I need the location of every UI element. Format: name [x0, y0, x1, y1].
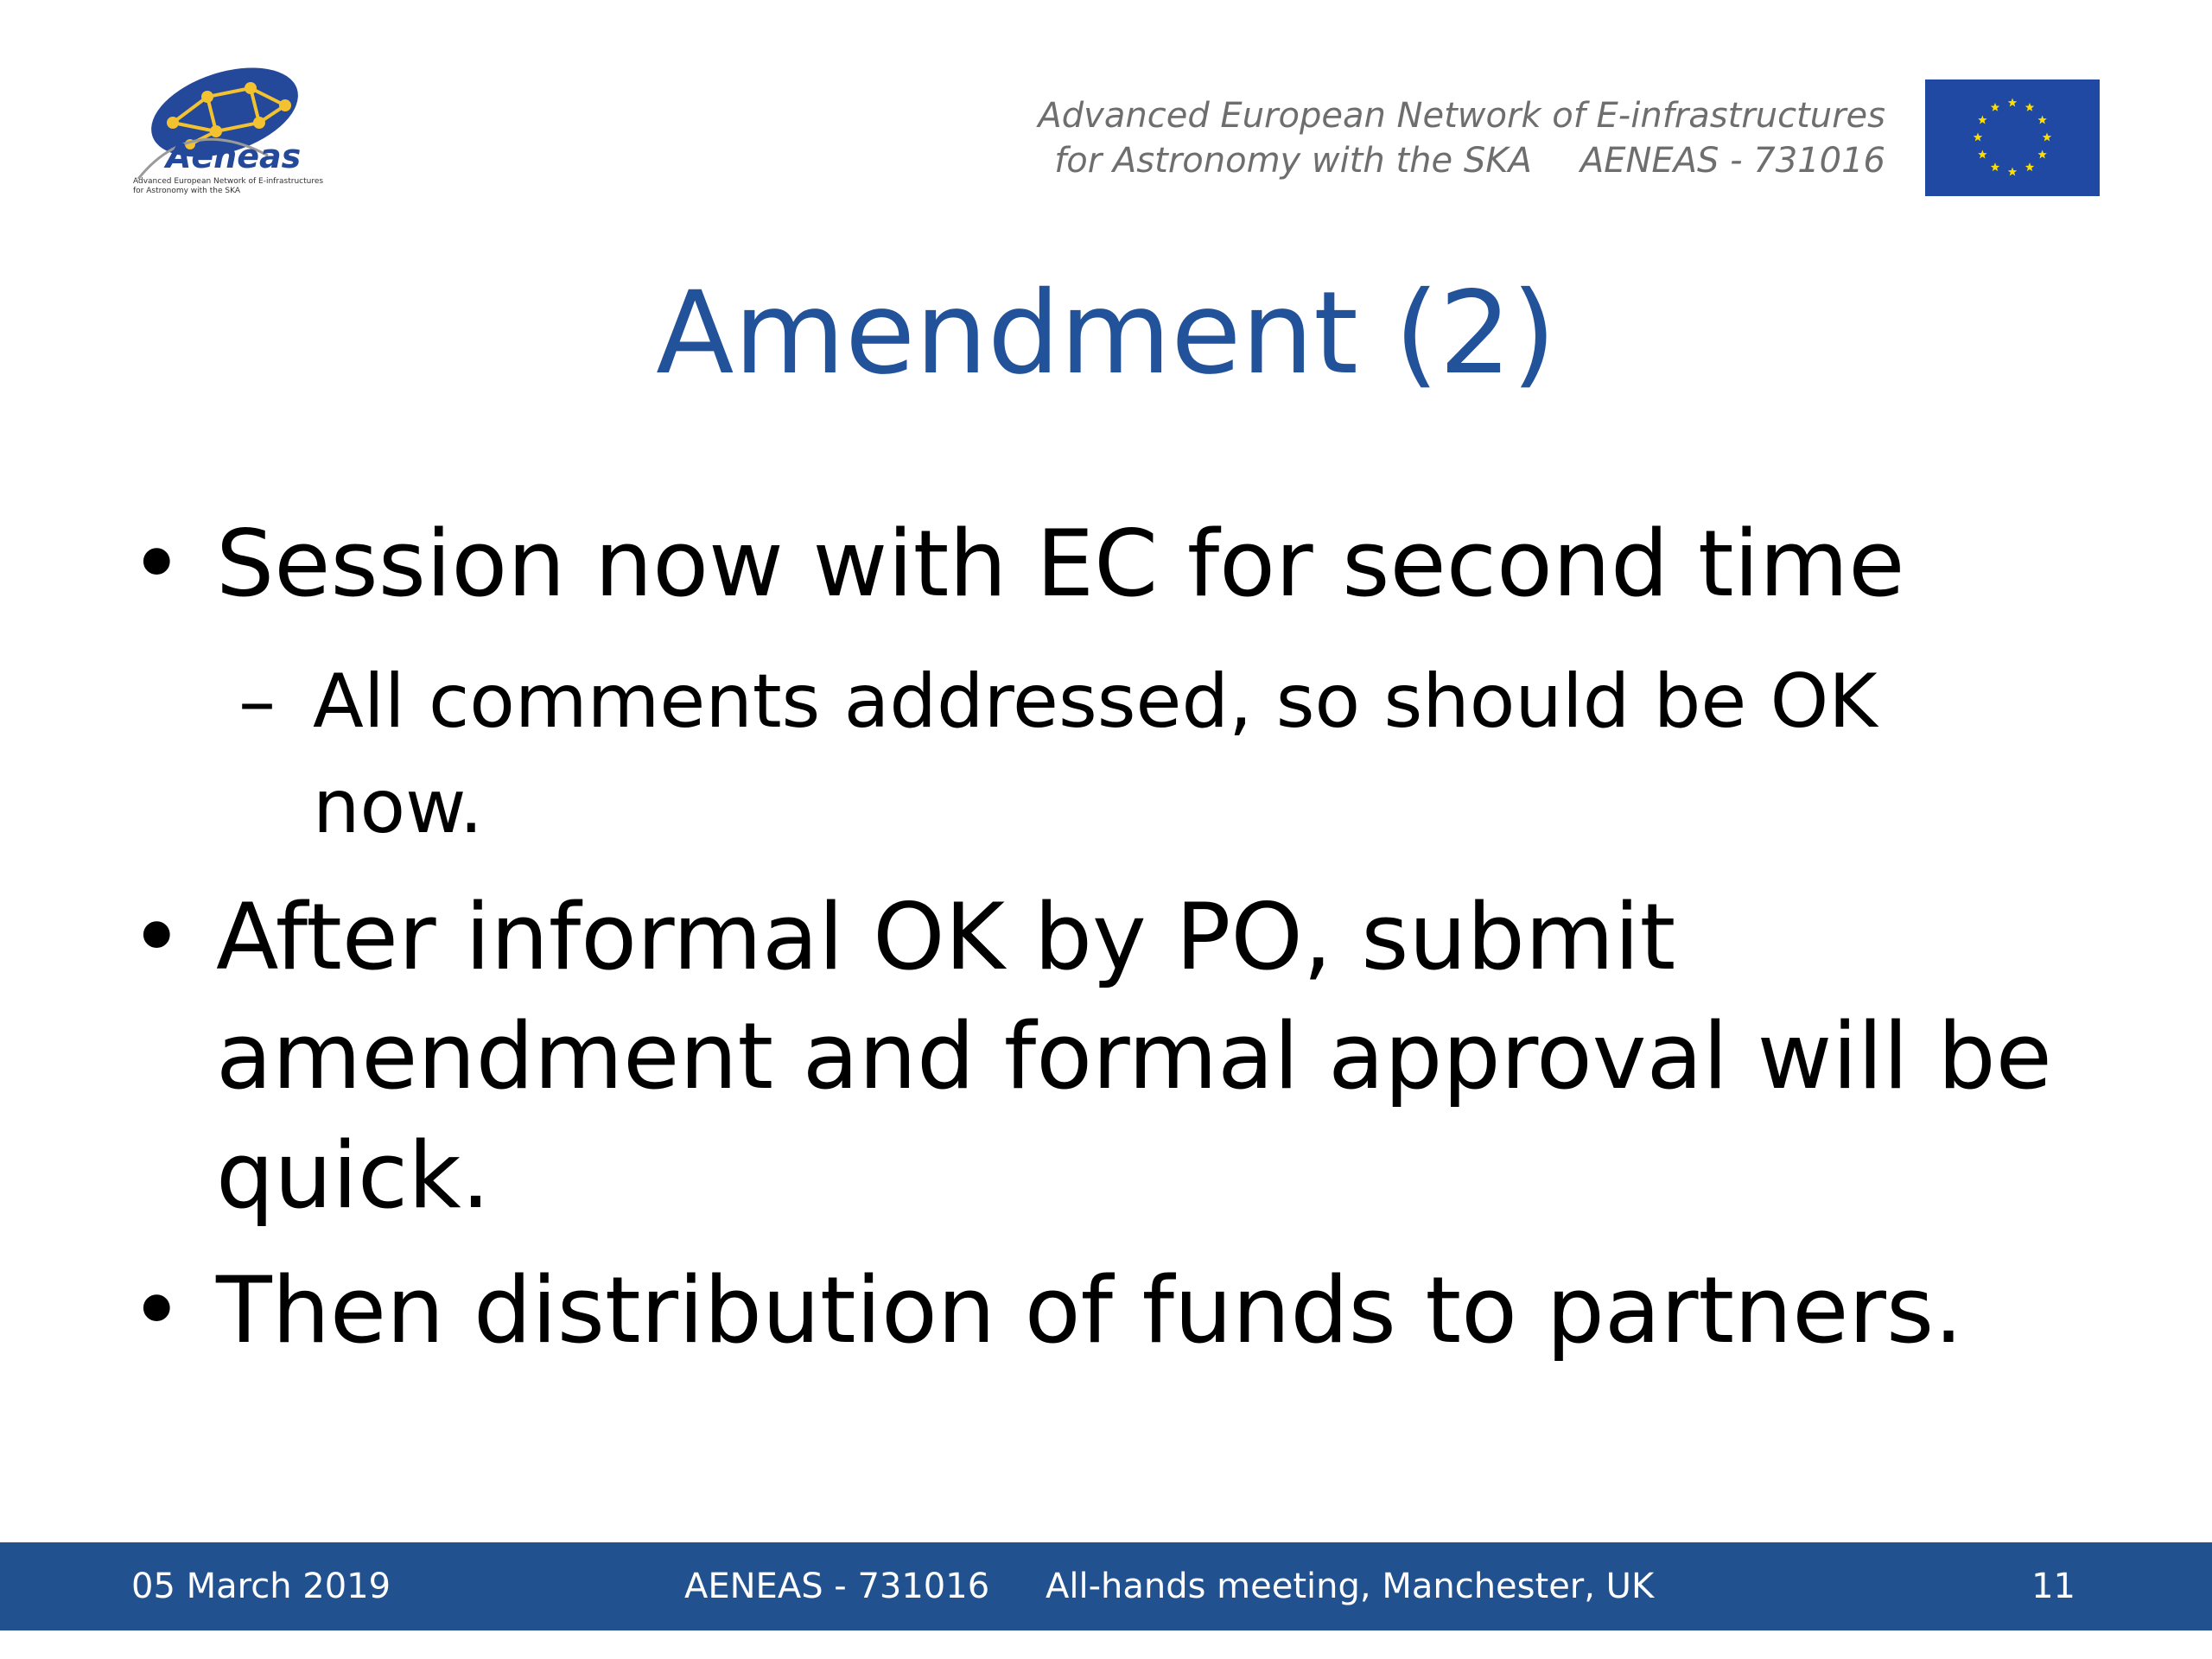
bullet-marker: •	[130, 884, 184, 990]
footer-project: AENEAS - 731016	[684, 1567, 990, 1606]
slide-title: Amendment (2)	[656, 267, 1556, 400]
footer-page-number: 11	[2031, 1567, 2075, 1606]
bullet-text: Session now with EC for second time	[216, 511, 1905, 617]
header-line1: Advanced European Network of E-infrastructures	[1038, 96, 1885, 136]
eu-star-icon	[1991, 103, 1999, 111]
header-line2	[1038, 138, 1885, 183]
eu-star-icon	[2008, 168, 2017, 176]
eu-star-icon	[2037, 116, 2046, 124]
header-grant-number: AENEAS - 731016	[1580, 141, 1885, 181]
eu-star-icon	[2008, 99, 2017, 107]
eu-star-icon	[1978, 150, 1986, 159]
header-line2-left: for Astronomy with the SKA	[1054, 141, 1532, 181]
eu-star-icon	[1974, 133, 1982, 142]
logo-wordmark: Aeneas	[166, 137, 302, 175]
bullet-marker: •	[130, 511, 184, 617]
logo-caption	[133, 177, 323, 196]
sub-bullet-text-line1: All comments addressed, so should be OK	[313, 658, 1878, 745]
eu-star-icon	[1991, 162, 1999, 171]
eu-star-icon	[2025, 103, 2034, 111]
footer-meeting: All-hands meeting, Manchester, UK	[1046, 1567, 1655, 1606]
eu-flag-icon	[1925, 79, 2100, 196]
eu-star-icon	[2025, 162, 2034, 171]
bullet-text-line2: amendment and formal approval will be	[216, 1003, 2052, 1109]
logo-caption-line1: Advanced European Network of E-infrastructures	[133, 177, 324, 186]
header-project-name	[1038, 93, 1885, 183]
bullet-text-line1: After informal OK by PO, submit	[216, 884, 1676, 990]
bullet-text: Then distribution of funds to partners.	[216, 1257, 1963, 1363]
sub-bullet-text-line2: now.	[313, 764, 483, 850]
bullet-marker: •	[130, 1257, 184, 1363]
footer-date: 05 March 2019	[131, 1567, 391, 1606]
eu-star-icon	[1978, 116, 1986, 124]
bullet-text-line3: quick.	[216, 1122, 491, 1229]
eu-star-icon	[2043, 133, 2051, 142]
slide-footer	[0, 1542, 2212, 1630]
sub-bullet-marker: –	[238, 658, 276, 745]
logo-caption-line2: for Astronomy with the SKA	[133, 187, 240, 195]
eu-star-icon	[2037, 150, 2046, 159]
